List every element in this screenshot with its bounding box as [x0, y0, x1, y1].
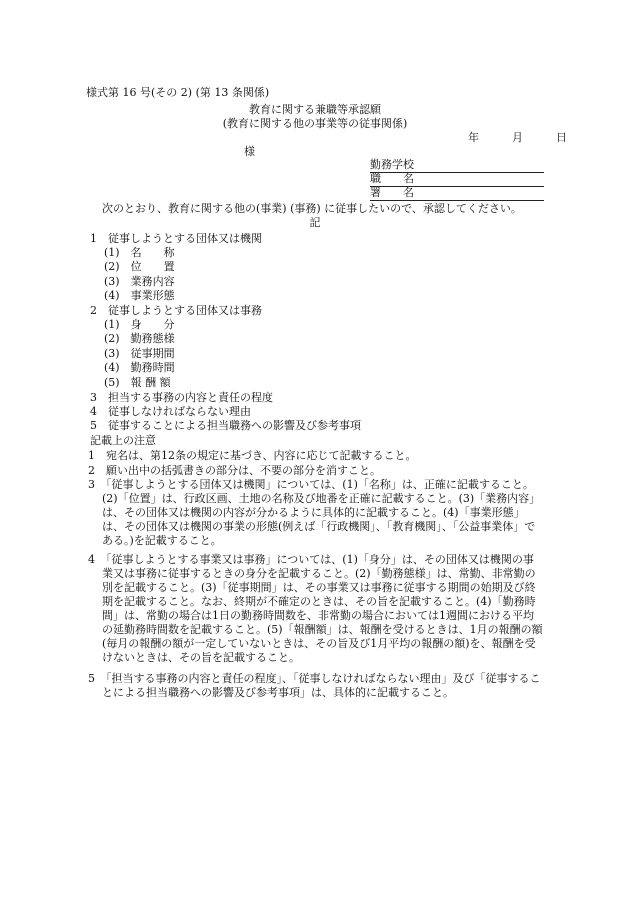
note-2: 2 願い出中の括弧書きの部分は、不要の部分を消すこと。 — [88, 464, 381, 477]
note-4: 4 「従事しようとする事業又は事務」については、(1)「身分」は、その団体又は機関の事業又は事務に従事するときの身分を記載すること。(2)「勤務態様」は、常勤、非常勤の別を記載すること。(3)「従事期間」は、その事業又は事務に従事する期間の始期及び終期を記載すること。なお、終期が不確定のときは、その旨を記載すること。(4)「勤務時間」は、常勤の場合は1日の勤務時間数を、非常勤の場合においては1週間における平均の延勤務時間数を記載すること。(5)「報酬額」は、報酬を受けるときは、1月の報酬の額(毎月の報酬の額が一定していないときは、その旨及び1月平均の報酬の額)を、報酬を受けないときは、その旨を記載すること。 — [88, 553, 543, 664]
item-1-sub-1: (1) 名 称 — [104, 246, 175, 259]
item-2-sub-3: (3) 従事期間 — [104, 347, 175, 360]
item-2: 2 従事しようとする団体又は事務 — [90, 304, 262, 317]
date-year: 年 — [468, 131, 479, 144]
applicant-name: 署 名 — [370, 186, 544, 201]
item-2-sub-4: (4) 勤務時間 — [104, 361, 175, 374]
note-1: 1 宛名は、第12条の規定に基づき、内容に応じて記載すること。 — [88, 449, 417, 462]
date-month: 月 — [512, 131, 523, 144]
item-1-sub-3: (3) 業務内容 — [104, 275, 175, 288]
note-3: 3 「従事しようとする団体又は機関」については、(1)「名称」は、正確に記載すること。(2)「位置」は、行政区画、土地の名称及び地番を正確に記載すること。(3)「業務内容」は、その団体又は機関の内容が分かるように具体的に記載すること。(4)「事業形態」は、その団体又は機関の事業の形態(例えば「行政機関」、「教育機関」、「公益事業体」である。)を記載すること。 — [88, 478, 541, 547]
item-1-sub-2: (2) 位 置 — [104, 260, 175, 273]
date-day: 日 — [556, 131, 567, 144]
applicant-school: 勤務学校 — [370, 158, 544, 173]
item-5: 5 従事することによる担当職務への影響及び参考事項 — [90, 419, 361, 432]
document-title: 教育に関する兼職等承認願 — [249, 103, 381, 116]
item-2-sub-5: (5) 報 酬 額 — [104, 376, 171, 389]
item-3: 3 担当する事務の内容と責任の程度 — [90, 391, 273, 404]
intro-text: 次のとおり、教育に関する他の(事業) (事務) に従事したいので、承認してください。 — [102, 202, 522, 215]
document-subtitle: (教育に関する他の事業等の従事関係) — [222, 117, 408, 130]
addressee: 様 — [244, 145, 255, 158]
notes-title: 記載上の注意 — [90, 434, 156, 447]
item-4: 4 従事しなければならない理由 — [90, 405, 251, 418]
item-2-sub-2: (2) 勤務態様 — [104, 332, 175, 345]
item-2-sub-1: (1) 身 分 — [104, 318, 175, 331]
item-1-sub-4: (4) 事業形態 — [104, 289, 175, 302]
note-5: 5 「担当する事務の内容と責任の程度」、「従事しなければならない理由」及び「従事することによる担当職務への影響及び参考事項」は、具体的に記載すること。 — [88, 672, 541, 699]
date-line — [468, 131, 567, 145]
ki-marker: 記 — [309, 216, 321, 229]
item-1: 1 従事しようとする団体又は機関 — [90, 232, 262, 245]
applicant-position: 職 名 — [370, 172, 544, 187]
form-number: 様式第 16 号(その 2) (第 13 条関係) — [86, 86, 270, 99]
